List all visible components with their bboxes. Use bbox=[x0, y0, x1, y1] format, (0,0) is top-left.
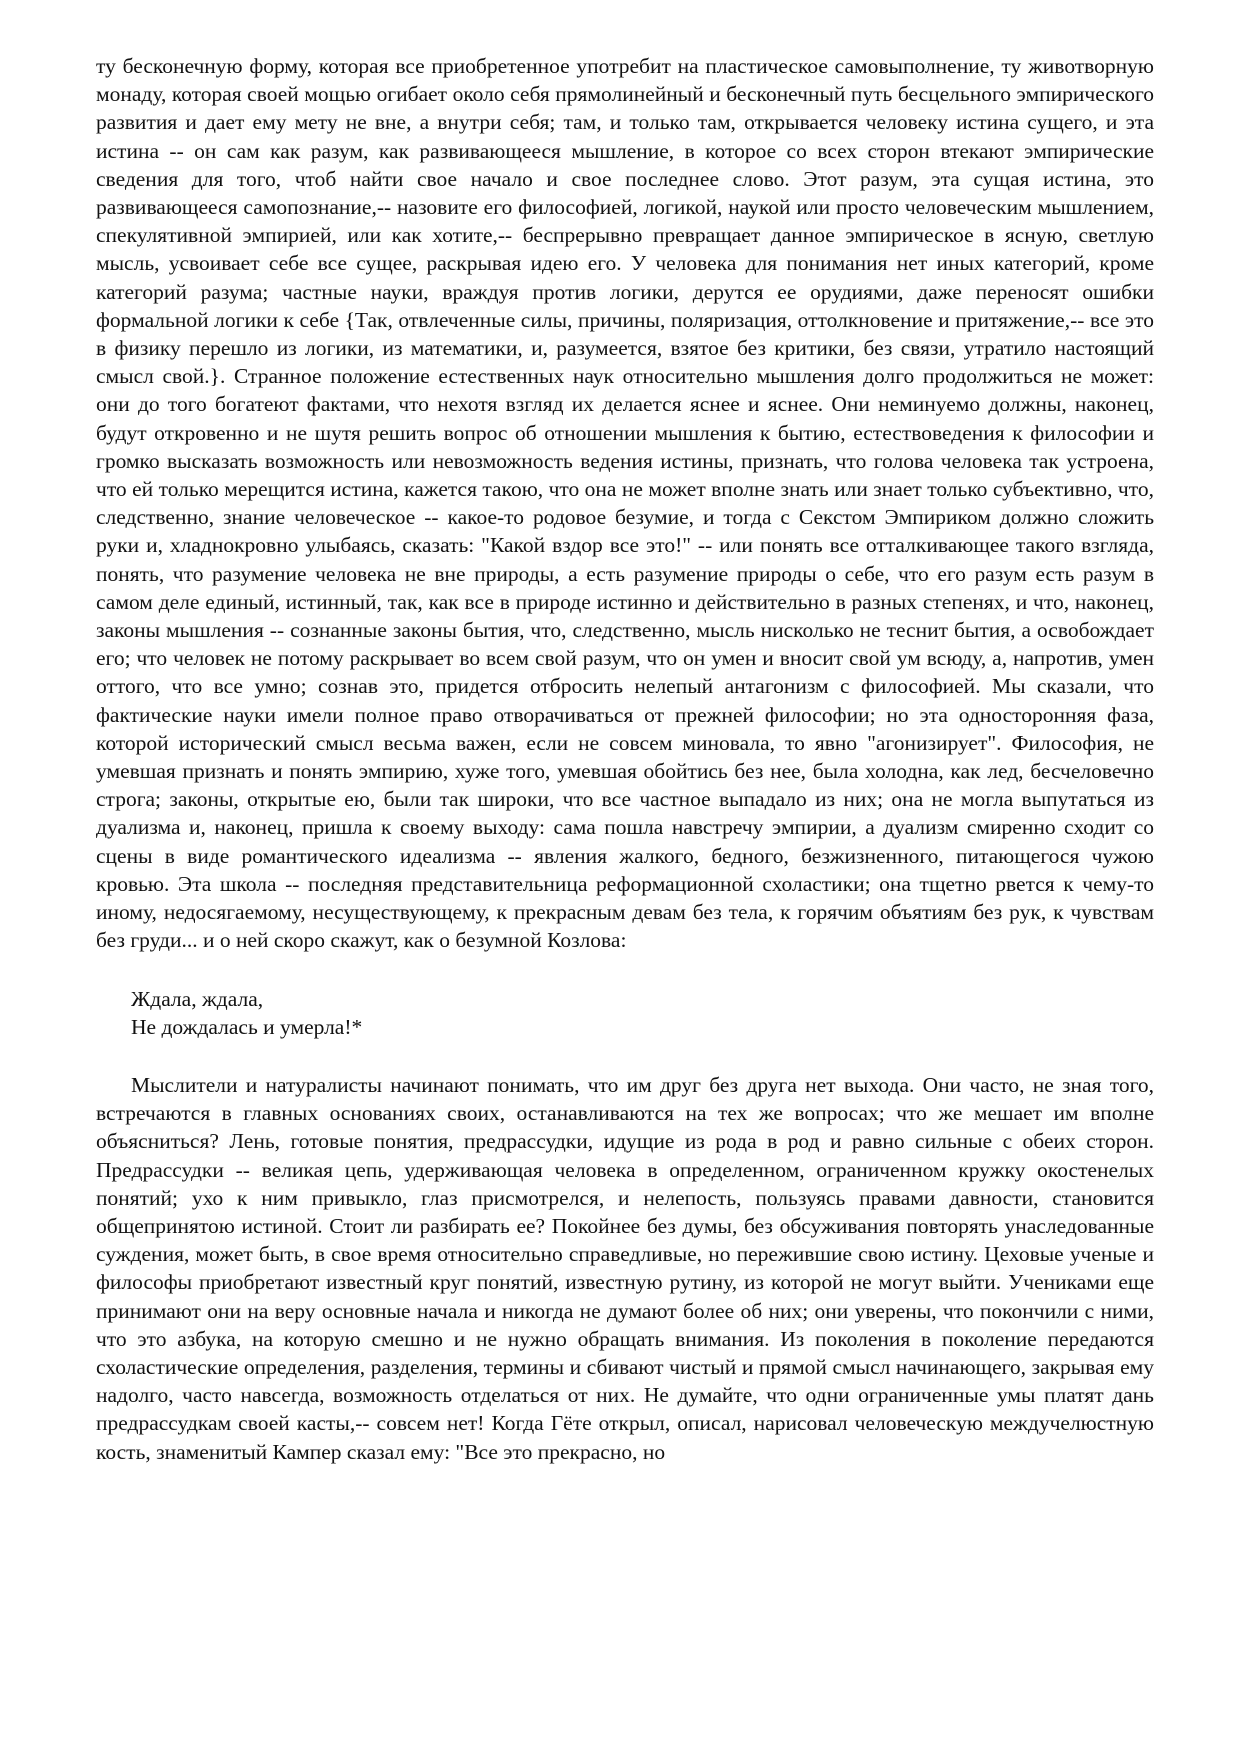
paragraph-2: Мыслители и натуралисты начинают понимать, что им друг без друга нет выхода. Они часто, не зная того, встречаются в главных основаниях своих, останавливаются на тех же вопросах; что же мешает им вполне объясниться? Лень, готовые понятия, предрассудки, идущие из рода в род и равно сильные с обеих сторон. Предрассудки -- великая цепь, удерживающая человека в определенном, ограниченном кружку окостенелых понятий; ухо к ним привыкло, глаз присмотрелся, и нелепость, пользуясь правами давности, становится общепринятою истиной. Стоит ли разбирать ее? Покойнее без думы, без обсуживания повторять унаследованные суждения, может быть, в свое время относительно справедливые, но пережившие свою истину. Цеховые ученые и философы приобретают известный круг понятий, известную рутину, из которой не могут выйти. Учениками еще принимают они на веру основные начала и никогда не думают более об них; они уверены, что покончили с ними, что это азбука, на которую смешно и не нужно обращать внимания. Из поколения в поколение передаются схоластические определения, разделения, термины и сбивают чистый и прямой смысл начинающего, закрывая ему надолго, часто навсегда, возможность отделаться от них. Не думайте, что одни ограниченные умы платят дань предрассудкам своей касты,-- совсем нет! Когда Гёте открыл, описал, нарисовал человеческую междучелюстную кость, знаменитый Кампер сказал ему: "Все это прекрасно, но bbox=[96, 1072, 1154, 1464]
verse-quote bbox=[131, 985, 1154, 1041]
document-page bbox=[96, 52, 1154, 1466]
paragraph-1: ту бесконечную форму, которая все приобретенное употребит на пластическое самовыполнение, ту животворную монаду, которая своей мощью огибает около себя прямолинейный и бесконечный путь бесцельного эмпирического развития и дает ему мету не вне, а внутри себя; там, и только там, открывается человеку истина сущего, и эта истина -- он сам как разум, как развивающееся мышление, в которое со всех сторон втекают эмпирические сведения для того, чтоб найти свое начало и свое последнее слово. Этот разум, эта сущая истина, это развивающееся самопознание,-- назовите его философией, логикой, наукой или просто человеческим мышлением, спекулятивной эмпирией, или как хотите,-- беспрерывно превращает данное эмпирическое в ясную, светлую мысль, усвоивает себе все сущее, раскрывая идею его. У человека для понимания нет иных категорий, кроме категорий разума; частные науки, враждуя против логики, дерутся ее орудиями, даже переносят ошибки формальной логики к себе {Так, отвлеченные силы, причины, поляризация, оттолкновение и притяжение,-- все это в физику перешло из логики, из математики, и, разумеется, взятое без критики, без связи, утратило настоящий смысл свой.}. Странное положение естественных наук относительно мышления долго продолжиться не может: они до того богатеют фактами, что нехотя взгляд их делается яснее и яснее. Они неминуемо должны, наконец, будут откровенно и не шутя решить вопрос об отношении мышления к бытию, естествоведения к философии и громко высказать возможность или невозможность ведения истины, признать, что голова человека так устроена, что ей только мерещится истина, кажется такою, что она не может вполне знать или знает только субъективно, что, следственно, знание человеческое -- какое-то родовое безумие, и тогда с Секстом Эмпириком должно сложить руки и, хладнокровно улыбаясь, сказать: "Какой вздор все это!" -- или понять все отталкивающее такого взгляда, понять, что разумение человека не вне природы, а есть разумение природы о себе, что его разум есть разум в самом деле единый, истинный, так, как все в природе истинно и действительно в разных степенях, и что, наконец, законы мышления -- сознанные законы бытия, что, следственно, мысль нисколько не теснит бытия, а освобождает его; что человек не потому раскрывает во всем свой разум, что он умен и вносит свой ум всюду, а, напротив, умен оттого, что все умно; сознав это, придется отбросить нелепый антагонизм с философией. Мы сказали, что фактические науки имели полное право отворачиваться от прежней философии; но эта односторонняя фаза, которой исторический смысл весьма важен, если не совсем миновала, то явно "агонизирует". Философия, не умевшая признать и понять эмпирию, хуже того, умевшая обойтись без нее, была холодна, как лед, бесчеловечно строга; законы, открытые ею, были так широки, что все частное выпадало из них; она не могла выпутаться из дуализма и, наконец, пришла к своему выходу: сама пошла навстречу эмпирии, а дуализм смиренно сходит со сцены в виде романтического идеализма -- явления жалкого, бедного, безжизненного, питающегося чужою кровью. Эта школа -- последняя представительница реформационной схоластики; она тщетно рвется к чему-то иному, недосягаемому, несуществующему, к прекрасным девам без тела, к горячим объятиям без рук, к чувствам без груди... и о ней скоро скажут, как о безумной Козлова: bbox=[96, 54, 1154, 953]
verse-line-1: Ждала, ждала, bbox=[131, 986, 264, 1011]
verse-line-2: Не дождалась и умерла!* bbox=[131, 1014, 363, 1039]
